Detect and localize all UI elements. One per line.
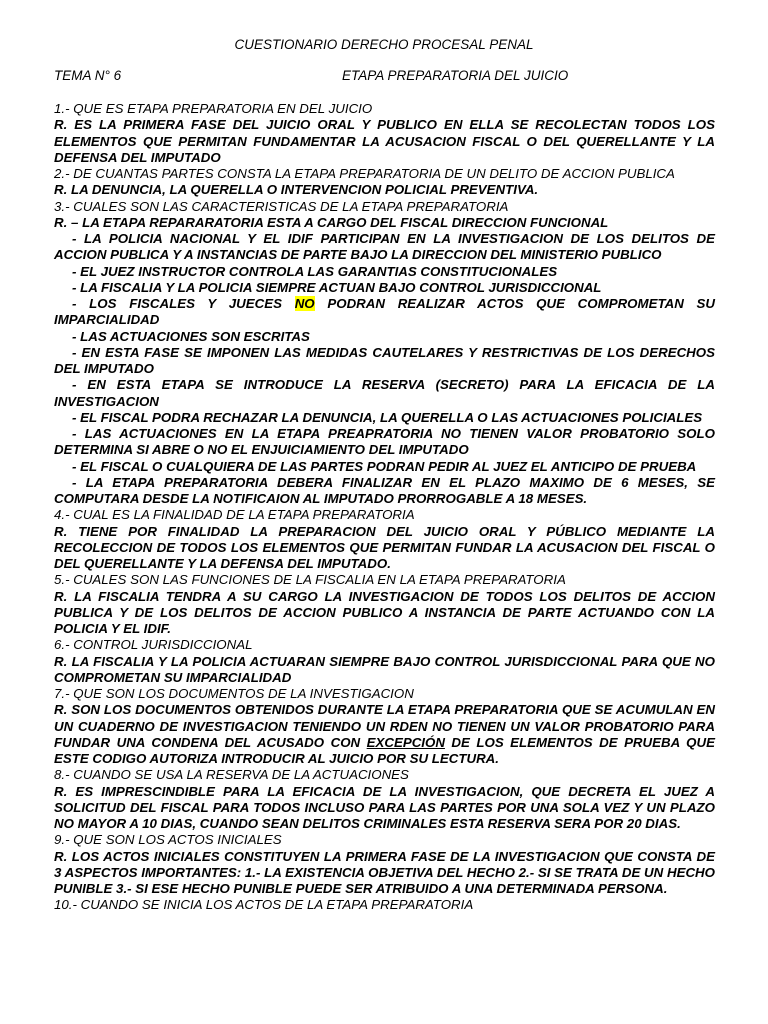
answer-3-item: - EL FISCAL O CUALQUIERA DE LAS PARTES PODRAN PEDIR AL JUEZ EL ANTICIPO DE PRUEBA xyxy=(72,458,697,474)
answer-3-item: - EL JUEZ INSTRUCTOR CONTROLA LAS GARANTIAS CONSTITUCIONALES xyxy=(72,263,558,279)
answer-7-text: DE LOS ELEMENTOS DE PRUEBA QUE ESTE CODIGO AUTORIZA INTRODUCIR AL JUICIO POR SU LECTURA. xyxy=(54,734,715,766)
topic-title: ETAPA PREPARATORIA DEL JUICIO xyxy=(342,68,569,83)
answer-7-text: R. SON LOS DOCUMENTOS OBTENIDOS DURANTE LA ETAPA PREPARATORIA QUE SE ACUMULAN EN UN CUADERNO DE INVESTIGACION TENIENDO UN RDEN NO TIENEN UN VALOR PROBATORIO PARA FUNDAR UNA CONDENA DEL ACUSADO CON xyxy=(54,702,715,750)
question-1: 1.- QUE ES ETAPA PREPARATORIA EN DEL JUICIO xyxy=(54,101,373,116)
answer-3-item: - LA ETAPA PREPARATORIA DEBERA FINALIZAR EN EL PLAZO MAXIMO DE 6 MESES, SE COMPUTARA DESDE LA NOTIFICAION AL IMPUTADO PRORROGABLE A 18 MESES. xyxy=(54,474,715,506)
answer-3-item: - EL FISCAL PODRA RECHAZAR LA DENUNCIA, LA QUERELLA O LAS ACTUACIONES POLICIALES xyxy=(72,409,703,425)
answer-5: R. LA FISCALIA TENDRA A SU CARGO LA INVESTIGACION DE TODOS LOS DELITOS DE ACCION PUBLICA Y DE LOS DELITOS DE ACCION PUBLICO A INSTANCIA DE PARTE ACTUANDO CON LA POLICIA Y EL IDIF. xyxy=(54,588,715,636)
question-3: 3.- CUALES SON LAS CARACTERISTICAS DE LA ETAPA PREPARATORIA xyxy=(54,198,509,214)
answer-3-item: - LA FISCALIA Y LA POLICIA SIEMPRE ACTUAN BAJO CONTROL JURISDICCIONAL xyxy=(72,279,602,295)
answer-3-item-impartiality xyxy=(54,296,715,329)
answer-3-intro: R. – LA ETAPA REPARARATORIA ESTA A CARGO DEL FISCAL DIRECCION FUNCIONAL xyxy=(54,214,609,230)
answer-3-item-text: - LOS FISCALES Y JUECES xyxy=(72,296,295,311)
answer-3-item: - LAS ACTUACIONES EN LA ETAPA PREAPRATORIA NO TIENEN VALOR PROBATORIO SOLO DETERMINA SI ABRE O NO EL ENJUICIAMIENTO DEL IMPUTADO xyxy=(54,426,715,458)
answer-4: R. TIENE POR FINALIDAD LA PREPARACION DEL JUICIO ORAL Y PÚBLICO MEDIANTE LA RECOLECCION DE TODOS LOS ELEMENTOS QUE PERMITAN FUNDAR LA ACUSACION DEL FISCAL O DEL QUERELLANTE Y LA DEFENSA DEL IMPUTADO. xyxy=(54,523,715,571)
question-5: 5.- CUALES SON LAS FUNCIONES DE LA FISCALIA EN LA ETAPA PREPARATORIA xyxy=(54,572,566,588)
question-6: 6.- CONTROL JURISDICCIONAL xyxy=(54,637,253,653)
answer-2: R. LA DENUNCIA, LA QUERELLA O INTERVENCION POLICIAL PREVENTIVA. xyxy=(54,182,539,198)
question-2: 2.- DE CUANTAS PARTES CONSTA LA ETAPA PREPARATORIA DE UN DELITO DE ACCION PUBLICA xyxy=(54,166,675,181)
highlighted-no: NO xyxy=(294,296,315,311)
questionnaire-body xyxy=(54,101,715,914)
question-9: 9.- QUE SON LOS ACTOS INICIALES xyxy=(54,832,282,848)
question-8: 8.- CUANDO SE USA LA RESERVA DE LA ACTUACIONES xyxy=(54,767,409,783)
answer-3-item: - LAS ACTUACIONES SON ESCRITAS xyxy=(72,328,310,344)
answer-3-item: - EN ESTA FASE SE IMPONEN LAS MEDIDAS CAUTELARES Y RESTRICTIVAS DE LOS DERECHOS DEL IMPUTADO xyxy=(54,344,715,376)
answer-1: R. ES LA PRIMERA FASE DEL JUICIO ORAL Y PUBLICO EN ELLA SE RECOLECTAN TODOS LOS ELEMENTOS QUE PERMITAN FUNDAMENTAR LA ACUSACION FISCAL O DEL QUERELLANTE Y LA DEFENSA DEL IMPUTADO xyxy=(54,117,715,165)
topic-number: TEMA N° 6 xyxy=(54,68,122,83)
answer-8: R. ES IMPRESCINDIBLE PARA LA EFICACIA DE LA INVESTIGACION, QUE DECRETA EL JUEZ A SOLICITUD DEL FISCAL PARA TODOS INCLUSO PARA LAS PARTES POR UNA SOLA VEZ Y UN PLAZO NO MAYOR A 10 DIAS, CUANDO SEAN DELITOS CRIMINALES ESTA RESERVA SERA POR 20 DIAS. xyxy=(54,783,715,831)
answer-7 xyxy=(54,702,715,767)
answer-6: R. LA FISCALIA Y LA POLICIA ACTUARAN SIEMPRE BAJO CONTROL JURISDICCIONAL PARA QUE NO COMPROMETAN SU IMPARCIALIDAD xyxy=(54,653,715,685)
document-title: CUESTIONARIO DERECHO PROCESAL PENAL xyxy=(234,37,534,52)
answer-3-item-text: PODRAN REALIZAR ACTOS QUE COMPROMETAN SU IMPARCIALIDAD xyxy=(54,296,715,328)
answer-3-item: - LA POLICIA NACIONAL Y EL IDIF PARTICIPAN EN LA INVESTIGACION DE LOS DELITOS DE ACCION PUBLICA Y A INSTANCIAS DE PARTE BAJO LA DIRECCION DEL MINISTERIO PUBLICO xyxy=(54,231,715,263)
answer-3-item: - EN ESTA ETAPA SE INTRODUCE LA RESERVA (SECRETO) PARA LA EFICACIA DE LA INVESTIGACION xyxy=(54,377,715,409)
question-10: 10.- CUANDO SE INICIA LOS ACTOS DE LA ETAPA PREPARATORIA xyxy=(54,897,474,913)
underlined-exception: EXCEPCIÓN xyxy=(366,734,445,750)
answer-9: R. LOS ACTOS INICIALES CONSTITUYEN LA PRIMERA FASE DE LA INVESTIGACION QUE CONSTA DE 3 ASPECTOS IMPORTANTES: 1.- LA EXISTENCIA OBJETIVA DEL HECHO 2.- SI SE TRATA DE UN HECHO PUNIBLE 3.- SI ESE HECHO PUNIBLE PUEDE SER ATRIBUIDO A UNA DETERMINADA PERSONA. xyxy=(54,848,715,896)
question-4: 4.- CUAL ES LA FINALIDAD DE LA ETAPA PREPARATORIA xyxy=(54,507,415,523)
question-7: 7.- QUE SON LOS DOCUMENTOS DE LA INVESTIGACION xyxy=(54,686,414,701)
